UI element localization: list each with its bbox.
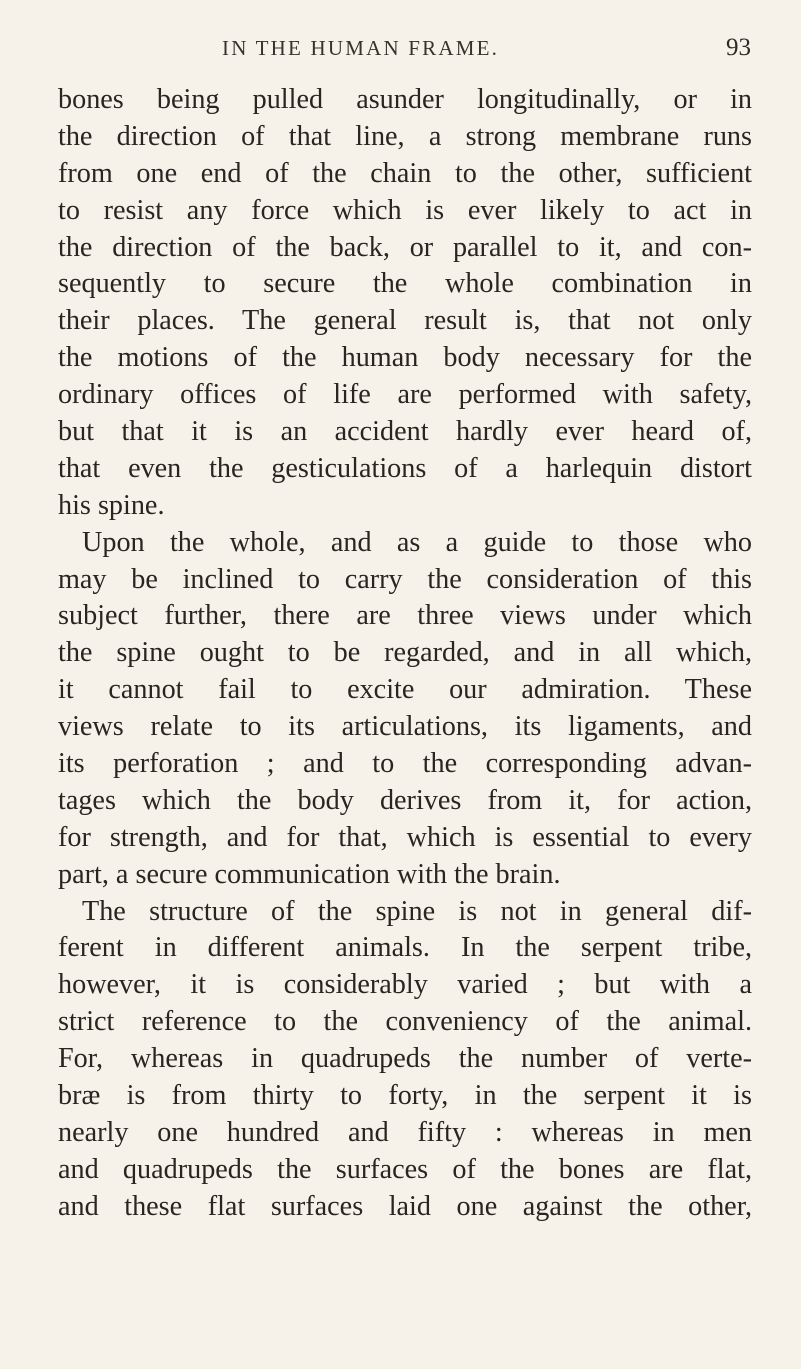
text-line: strict reference to the conveniency of the animal.	[58, 1006, 752, 1038]
paragraph-start-line: The structure of the spine is not in general dif-	[82, 895, 752, 927]
text-line: sequently to secure the whole combination in	[58, 268, 752, 300]
text-line: from one end of the chain to the other, sufficient	[58, 157, 752, 189]
page-header	[58, 36, 751, 66]
text-line: For, whereas in quadrupeds the number of verte-	[58, 1043, 752, 1075]
text-line: his spine.	[58, 489, 165, 521]
text-line: part, a secure communication with the brain.	[58, 858, 561, 890]
page-number: 93	[726, 34, 751, 61]
text-line: however, it is considerably varied ; but with a	[58, 969, 752, 1001]
text-line: nearly one hundred and fifty : whereas in men	[58, 1116, 752, 1148]
paragraph-start-line: Upon the whole, and as a guide to those who	[82, 526, 752, 558]
text-line: tages which the body derives from it, for action,	[58, 784, 752, 816]
text-line: ordinary offices of life are performed with safety,	[58, 379, 752, 411]
text-line: bræ is from thirty to forty, in the serpent it is	[58, 1080, 752, 1112]
text-line: and quadrupeds the surfaces of the bones are flat,	[58, 1153, 752, 1185]
text-line: subject further, there are three views under which	[58, 600, 752, 632]
text-line: but that it is an accident hardly ever heard of,	[58, 416, 752, 448]
text-line: it cannot fail to excite our admiration. These	[58, 674, 752, 706]
body-text	[58, 82, 752, 1226]
text-line: and these flat surfaces laid one against the other,	[58, 1190, 752, 1222]
text-line: the motions of the human body necessary for the	[58, 342, 752, 374]
text-line: may be inclined to carry the consideration of this	[58, 563, 752, 595]
text-line: its perforation ; and to the corresponding advan-	[58, 748, 752, 780]
text-line: their places. The general result is, that not only	[58, 305, 752, 337]
running-head: IN THE HUMAN FRAME.	[222, 36, 500, 60]
text-line: the direction of the back, or parallel to it, and con-	[58, 231, 752, 263]
text-line: views relate to its articulations, its ligaments, and	[58, 711, 752, 743]
text-line: to resist any force which is ever likely to act in	[58, 194, 752, 226]
text-line: for strength, and for that, which is essential to every	[58, 821, 752, 853]
text-line: that even the gesticulations of a harlequin distort	[58, 452, 752, 484]
text-line: bones being pulled asunder longitudinally, or in	[58, 84, 752, 115]
text-line: ferent in different animals. In the serpent tribe,	[58, 932, 752, 964]
text-line: the direction of that line, a strong membrane runs	[58, 120, 752, 152]
text-line: the spine ought to be regarded, and in all which,	[58, 637, 752, 669]
